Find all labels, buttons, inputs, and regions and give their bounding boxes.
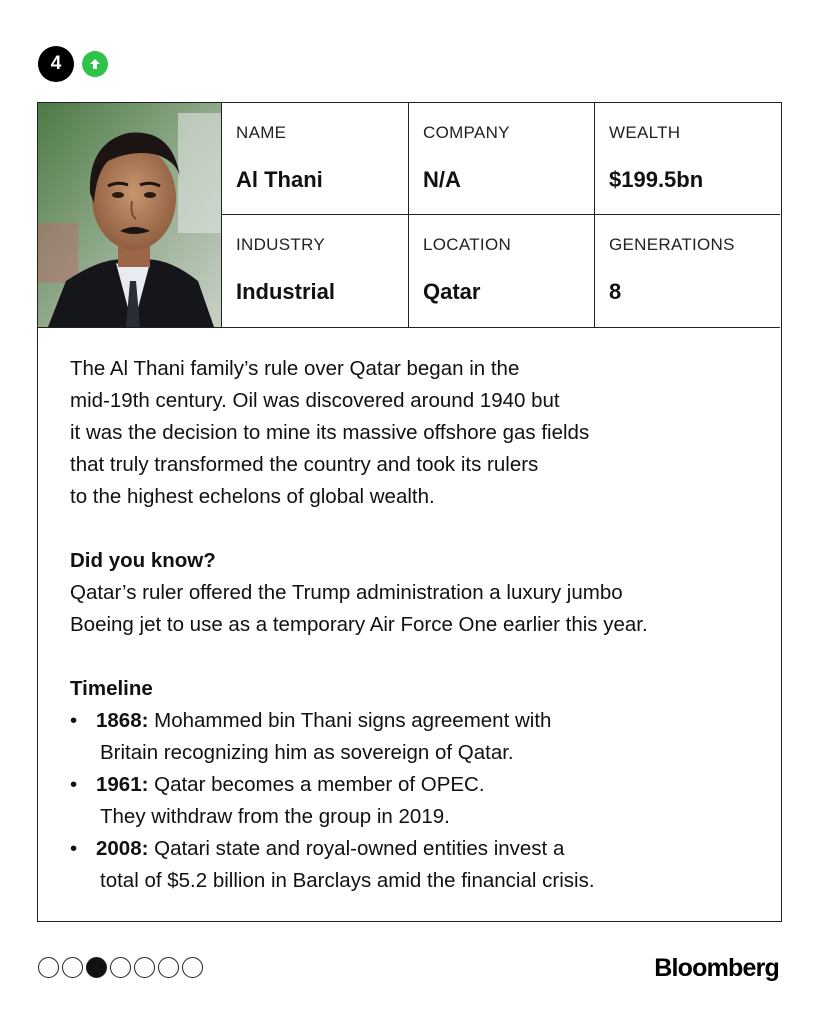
did-you-know-line: Qatar’s ruler offered the Trump administration a luxury jumbo [70, 581, 623, 604]
timeline-text-continued: total of $5.2 billion in Barclays amid the financial crisis. [100, 869, 595, 892]
generations-label: GENERATIONS [609, 235, 735, 254]
generations-cell [595, 215, 780, 327]
timeline-list [70, 705, 760, 897]
company-cell [409, 103, 595, 215]
timeline-item [70, 769, 760, 833]
rank-row [38, 46, 108, 82]
industry-cell [222, 215, 409, 327]
description [70, 353, 760, 513]
timeline-heading: Timeline [70, 677, 153, 700]
bullet: • [70, 709, 78, 732]
pagination-dot[interactable] [110, 957, 131, 978]
description-line: that truly transformed the country and took its rulers [70, 453, 539, 476]
timeline-text: Qatari state and royal-owned entities invest a [148, 837, 565, 860]
name-cell [222, 103, 409, 215]
bullet: • [70, 773, 78, 796]
bullet: • [70, 837, 78, 860]
timeline-text: Qatar becomes a member of OPEC. [148, 773, 485, 796]
did-you-know-line: Boeing jet to use as a temporary Air Force One earlier this year. [70, 613, 648, 636]
rank-badge: 4 [38, 46, 74, 82]
description-line: The Al Thani family’s rule over Qatar began in the [70, 357, 520, 380]
generations-value: 8 [609, 279, 622, 304]
description-line: it was the decision to mine its massive offshore gas fields [70, 421, 590, 444]
profile-card [37, 102, 782, 922]
timeline-item [70, 833, 760, 897]
pagination-dots [38, 957, 203, 978]
timeline-year: 1868: [96, 709, 149, 732]
description-line: to the highest echelons of global wealth. [70, 485, 435, 508]
pagination-dot-active[interactable] [86, 957, 107, 978]
did-you-know-text [70, 577, 760, 641]
timeline-year: 1961: [96, 773, 149, 796]
location-value: Qatar [423, 279, 481, 304]
pagination-dot[interactable] [38, 957, 59, 978]
timeline-year: 2008: [96, 837, 149, 860]
profile-body [70, 353, 760, 897]
pagination-dot[interactable] [62, 957, 83, 978]
wealth-label: WEALTH [609, 123, 681, 142]
industry-value: Industrial [236, 279, 336, 304]
location-cell [409, 215, 595, 327]
timeline-item [70, 705, 760, 769]
portrait-photo [38, 103, 222, 327]
name-value: Al Thani [236, 167, 323, 192]
did-you-know-heading: Did you know? [70, 549, 216, 572]
profile-header [38, 103, 780, 328]
name-label: NAME [236, 123, 287, 142]
pagination-dot[interactable] [158, 957, 179, 978]
industry-label: INDUSTRY [236, 235, 325, 254]
wealth-cell [595, 103, 780, 215]
timeline-text-continued: Britain recognizing him as sovereign of Qatar. [100, 741, 514, 764]
company-label: COMPANY [423, 123, 510, 142]
pagination-dot[interactable] [134, 957, 155, 978]
company-value: N/A [423, 167, 461, 192]
timeline-text: Mohammed bin Thani signs agreement with [148, 709, 552, 732]
pagination-dot[interactable] [182, 957, 203, 978]
profile-details-grid [222, 103, 780, 327]
timeline-text-continued: They withdraw from the group in 2019. [100, 805, 450, 828]
description-line: mid-19th century. Oil was discovered around 1940 but [70, 389, 560, 412]
location-label: LOCATION [423, 235, 512, 254]
wealth-value: $199.5bn [609, 167, 704, 192]
bloomberg-logo: Bloomberg [654, 954, 779, 982]
arrow-up-icon [82, 51, 108, 77]
